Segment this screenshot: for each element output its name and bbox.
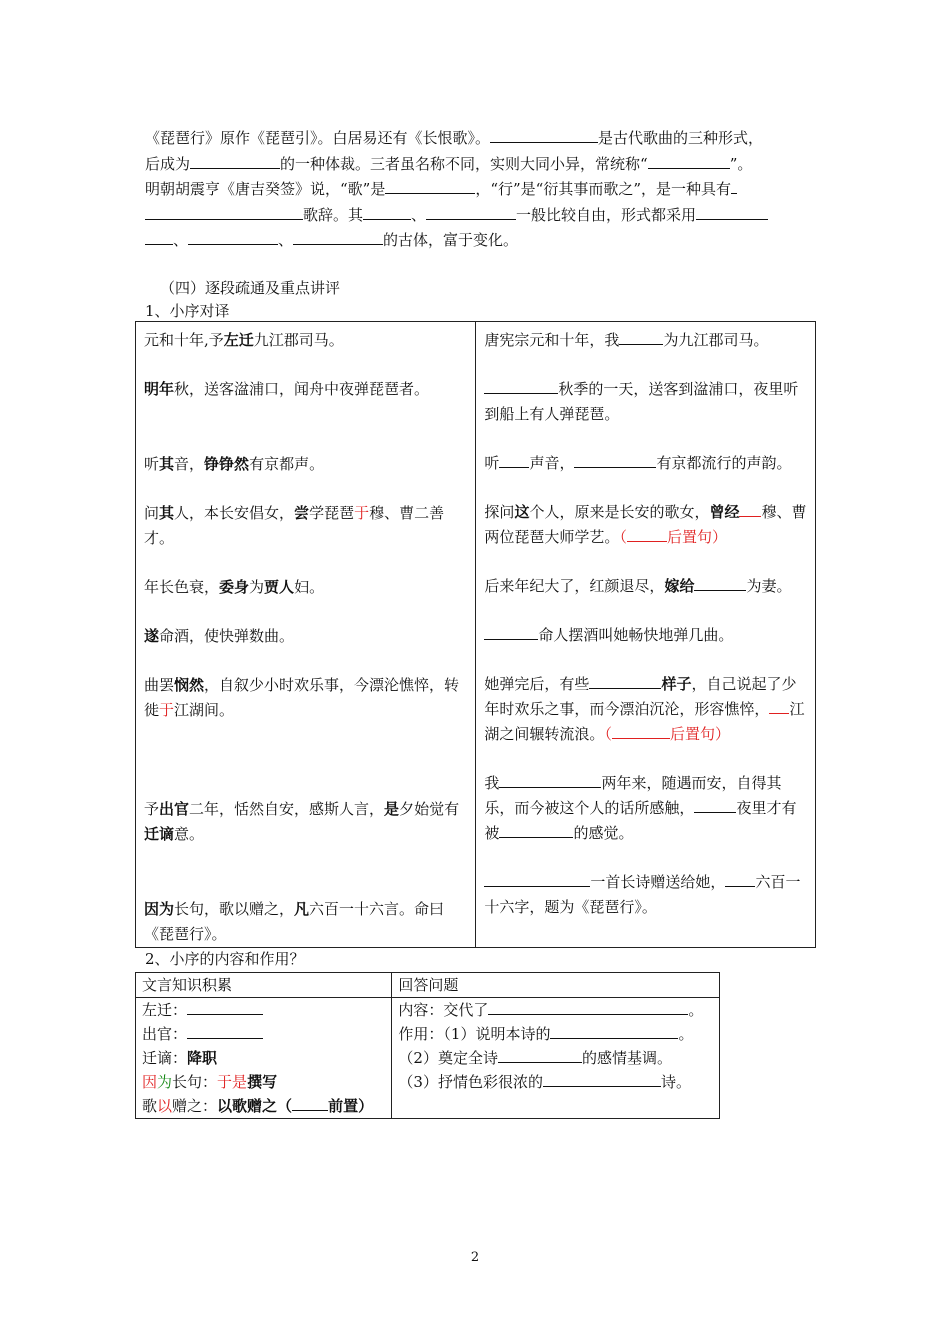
blank[interactable] — [145, 204, 303, 220]
knowledge-cell: 左迁： 出官： 迁谪：降职 因为长句：于是撰写 歌以赠之：以歌赠之（ 前置） — [136, 998, 392, 1119]
section-title: （四）逐段疏通及重点讲评 — [160, 279, 341, 297]
intro-text: 明朝胡震亨《唐吉癸签》说，“歌”是 — [145, 180, 386, 198]
intro-text: 《琵琶行》原作《琵琶引》。白居易还有《长恨歌》。 — [145, 129, 491, 147]
intro-text: 、 — [411, 205, 427, 224]
subsection-title: 2、小序的内容和作用？ — [145, 950, 305, 968]
blank[interactable] — [731, 178, 737, 194]
translation-cell: 唐宪宗元和十年，我 为九江郡司马。 秋季的一天，送客到湓浦口，夜里听到船上有人弹琵琶。 听 声音， 有京都流行的声韵。 探问这个人，原来是长安的歌女，曾经 穆、曹两位琵琶大师学艺。（ 后置句） 后来年纪大了，红颜退尽，嫁给 为妻。 命人摆酒叫她畅快地弹几曲。 她弹完后，有些 样子，自己说起了少年时欢乐之事，而今漂泊沉沦，形容憔悴， 江湖之间辗转流浪。（ 后置句） 我 两年来，随遇而安，自得其乐，而今被这个人的话所感触， 夜里才有被 的感觉。 一首长诗赠送给她， 六百一十六字，题为《琵琶行》。 — [476, 322, 816, 948]
subsection-title: 1、小序对译 — [145, 302, 230, 320]
intro-text: 歌辞。其 — [303, 205, 364, 224]
intro-text: ，“行”是“衍其事而歌之”，是一种具有 — [475, 180, 732, 198]
intro-text: 后成为 — [145, 154, 191, 173]
blank[interactable] — [363, 204, 411, 220]
blank[interactable] — [145, 229, 173, 245]
intro-text: 的古体，富于变化。 — [383, 231, 519, 249]
blank[interactable] — [188, 229, 278, 245]
header-right: 回答问题 — [392, 973, 720, 998]
intro-paragraph — [145, 126, 815, 254]
blank[interactable] — [488, 999, 688, 1015]
knowledge-table — [135, 972, 720, 1119]
blank[interactable] — [696, 204, 768, 220]
blank[interactable] — [550, 1023, 678, 1039]
intro-text: ”。 — [729, 154, 753, 173]
blank[interactable] — [490, 127, 598, 143]
blank[interactable] — [385, 178, 475, 194]
intro-text: 、 — [173, 231, 189, 249]
answer-cell: 内容：交代了 。 作用：（1）说明本诗的 。 （2）奠定全诗 的感情基调。 （3）抒情色彩很浓的 诗。 — [392, 998, 720, 1119]
intro-text: 一般比较自由，形式都采用 — [516, 205, 697, 224]
translation-table — [135, 321, 816, 948]
intro-text: 是古代歌曲的三种形式， — [598, 129, 764, 147]
intro-text: 、 — [278, 231, 294, 249]
original-text-cell: 元和十年,予左迁九江郡司马。 明年秋，送客湓浦口，闻舟中夜弹琵琶者。 听其音，铮铮然有京都声。 问其人，本长安倡女，尝学琵琶于穆、曹二善才。 年长色衰，委身为贾人妇。 遂命酒，使快弹数曲。 曲罢悯然，自叙少小时欢乐事，今漂沦憔悴，转徙于江湖间。 予出官二年，恬然自安，感斯人言，是夕始觉有迁谪意。 因为长句，歌以赠之，凡六百一十六言。命曰《琵琶行》。 — [136, 322, 476, 948]
blank[interactable] — [293, 229, 383, 245]
blank[interactable] — [190, 153, 280, 169]
blank[interactable] — [648, 153, 730, 169]
blank[interactable] — [426, 204, 516, 220]
blank[interactable] — [498, 1047, 582, 1063]
blank[interactable] — [187, 999, 263, 1015]
header-left: 文言知识积累 — [136, 973, 392, 998]
page-number: 2 — [470, 1250, 480, 1265]
blank[interactable] — [187, 1023, 263, 1039]
intro-text: 的一种体裁。三者虽名称不同，实则大同小异，常统称“ — [280, 154, 648, 173]
blank[interactable] — [543, 1071, 661, 1087]
blank[interactable] — [292, 1095, 328, 1111]
